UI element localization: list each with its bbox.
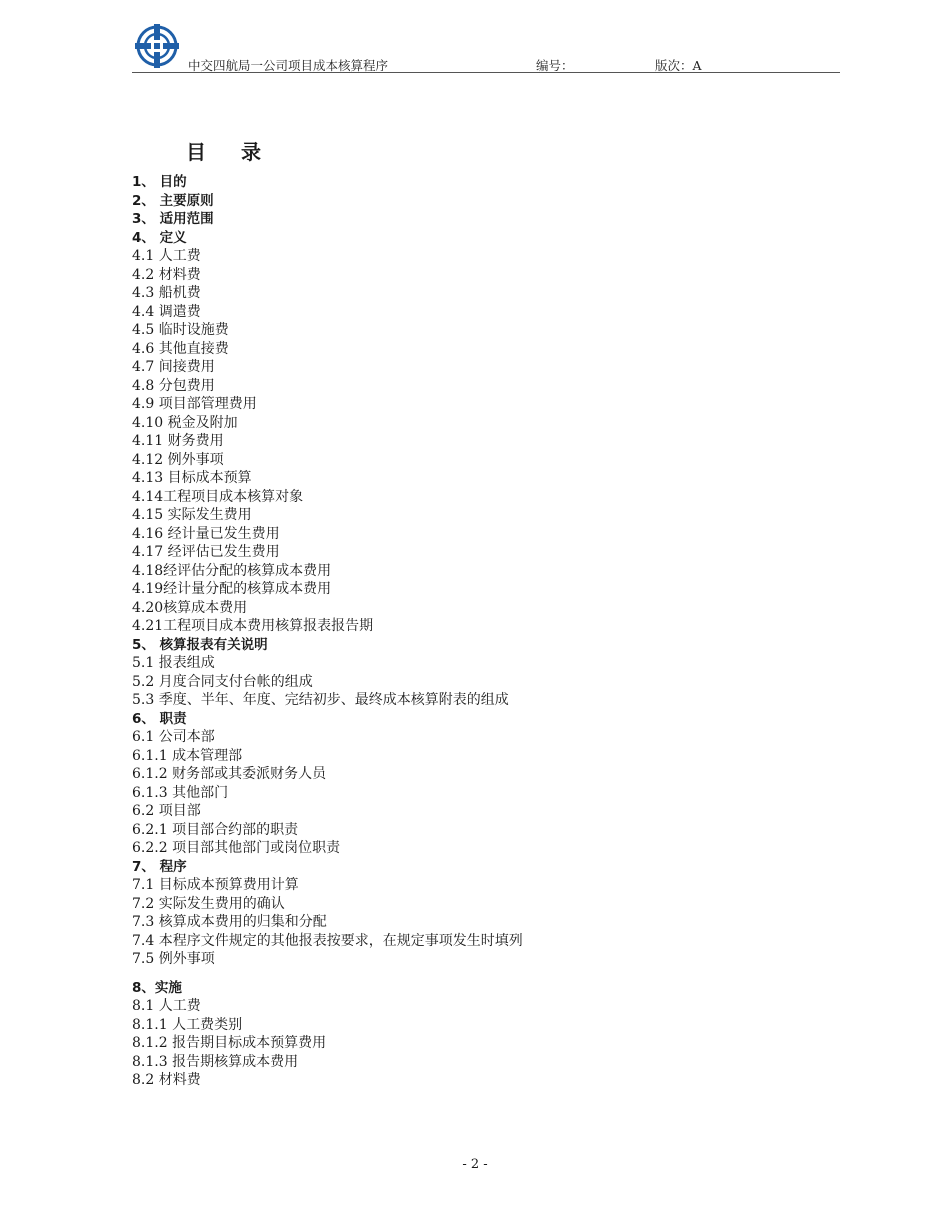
toc-item: 4.5 临时设施费 xyxy=(132,322,229,338)
toc-section: 4、 定义 xyxy=(132,229,187,246)
toc-item: 6.1.2 财务部或其委派财务人员 xyxy=(132,766,327,782)
toc-section: 2、 主要原则 xyxy=(132,192,214,209)
toc-item: 7.2 实际发生费用的确认 xyxy=(132,895,285,912)
toc-spacer xyxy=(132,969,832,979)
toc-item: 7.4 本程序文件规定的其他报表按要求，在规定事项发生时填列 xyxy=(132,932,523,949)
header-version-label: 版次：A xyxy=(655,58,702,73)
toc-item: 7.1 目标成本预算费用计算 xyxy=(132,877,299,893)
toc-item: 4.14工程项目成本核算对象 xyxy=(132,488,304,505)
toc-section: 8、实施 xyxy=(132,979,182,996)
toc-item: 4.1 人工费 xyxy=(132,248,201,264)
toc-item: 8.1 人工费 xyxy=(132,998,201,1014)
toc-item: 4.15 实际发生费用 xyxy=(132,507,252,523)
page-header xyxy=(0,0,950,80)
toc-item: 4.7 间接费用 xyxy=(132,359,215,375)
toc-item: 7.3 核算成本费用的归集和分配 xyxy=(132,914,327,930)
toc-item: 4.10 税金及附加 xyxy=(132,414,238,431)
table-of-contents xyxy=(132,173,832,1090)
header-number-label: 编号： xyxy=(536,58,574,73)
toc-item: 8.2 材料费 xyxy=(132,1072,201,1088)
toc-item: 4.2 材料费 xyxy=(132,266,201,283)
toc-item: 6.2.1 项目部合约部的职责 xyxy=(132,821,299,838)
toc-item: 4.17 经评估已发生费用 xyxy=(132,544,280,560)
header-rule xyxy=(132,72,840,73)
toc-item: 6.2 项目部 xyxy=(132,803,201,819)
toc-item: 4.9 项目部管理费用 xyxy=(132,396,257,412)
toc-item: 6.1 公司本部 xyxy=(132,729,215,745)
toc-item: 5.3 季度、半年、年度、完结初步、最终成本核算附表的组成 xyxy=(132,692,509,708)
toc-item: 5.2 月度合同支付台帐的组成 xyxy=(132,673,313,690)
toc-item: 8.1.1 人工费类别 xyxy=(132,1016,243,1033)
toc-section: 3、 适用范围 xyxy=(132,211,214,227)
toc-heading: 目 录 xyxy=(186,140,275,164)
toc-item: 8.1.2 报告期目标成本预算费用 xyxy=(132,1035,327,1051)
toc-item: 4.16 经计量已发生费用 xyxy=(132,525,280,542)
toc-item: 4.3 船机费 xyxy=(132,285,201,301)
toc-section: 6、 职责 xyxy=(132,710,187,727)
toc-item: 4.12 例外事项 xyxy=(132,451,224,468)
company-logo xyxy=(134,22,180,70)
toc-item: 4.18经评估分配的核算成本费用 xyxy=(132,562,332,579)
toc-item: 7.5 例外事项 xyxy=(132,951,215,967)
toc-item: 6.1.1 成本管理部 xyxy=(132,747,243,764)
toc-item: 4.19经计量分配的核算成本费用 xyxy=(132,581,332,597)
page-number: - 2 - xyxy=(462,1157,488,1172)
toc-section: 7、 程序 xyxy=(132,858,187,875)
toc-item: 4.11 财务费用 xyxy=(132,433,224,449)
toc-section: 1、 目的 xyxy=(132,174,187,190)
toc-section: 5、 核算报表有关说明 xyxy=(132,636,268,653)
toc-item: 4.6 其他直接费 xyxy=(132,340,229,357)
toc-item: 5.1 报表组成 xyxy=(132,655,215,671)
toc-item: 6.2.2 项目部其他部门或岗位职责 xyxy=(132,840,341,856)
toc-item: 4.20核算成本费用 xyxy=(132,599,248,616)
toc-item: 6.1.3 其他部门 xyxy=(132,784,229,801)
toc-item: 4.13 目标成本预算 xyxy=(132,470,252,486)
toc-item: 4.21工程项目成本费用核算报表报告期 xyxy=(132,618,374,634)
toc-item: 4.8 分包费用 xyxy=(132,377,215,394)
header-title: 中交四航局一公司项目成本核算程序 xyxy=(188,58,389,73)
toc-item: 4.4 调遣费 xyxy=(132,303,201,320)
toc-item: 8.1.3 报告期核算成本费用 xyxy=(132,1053,299,1070)
